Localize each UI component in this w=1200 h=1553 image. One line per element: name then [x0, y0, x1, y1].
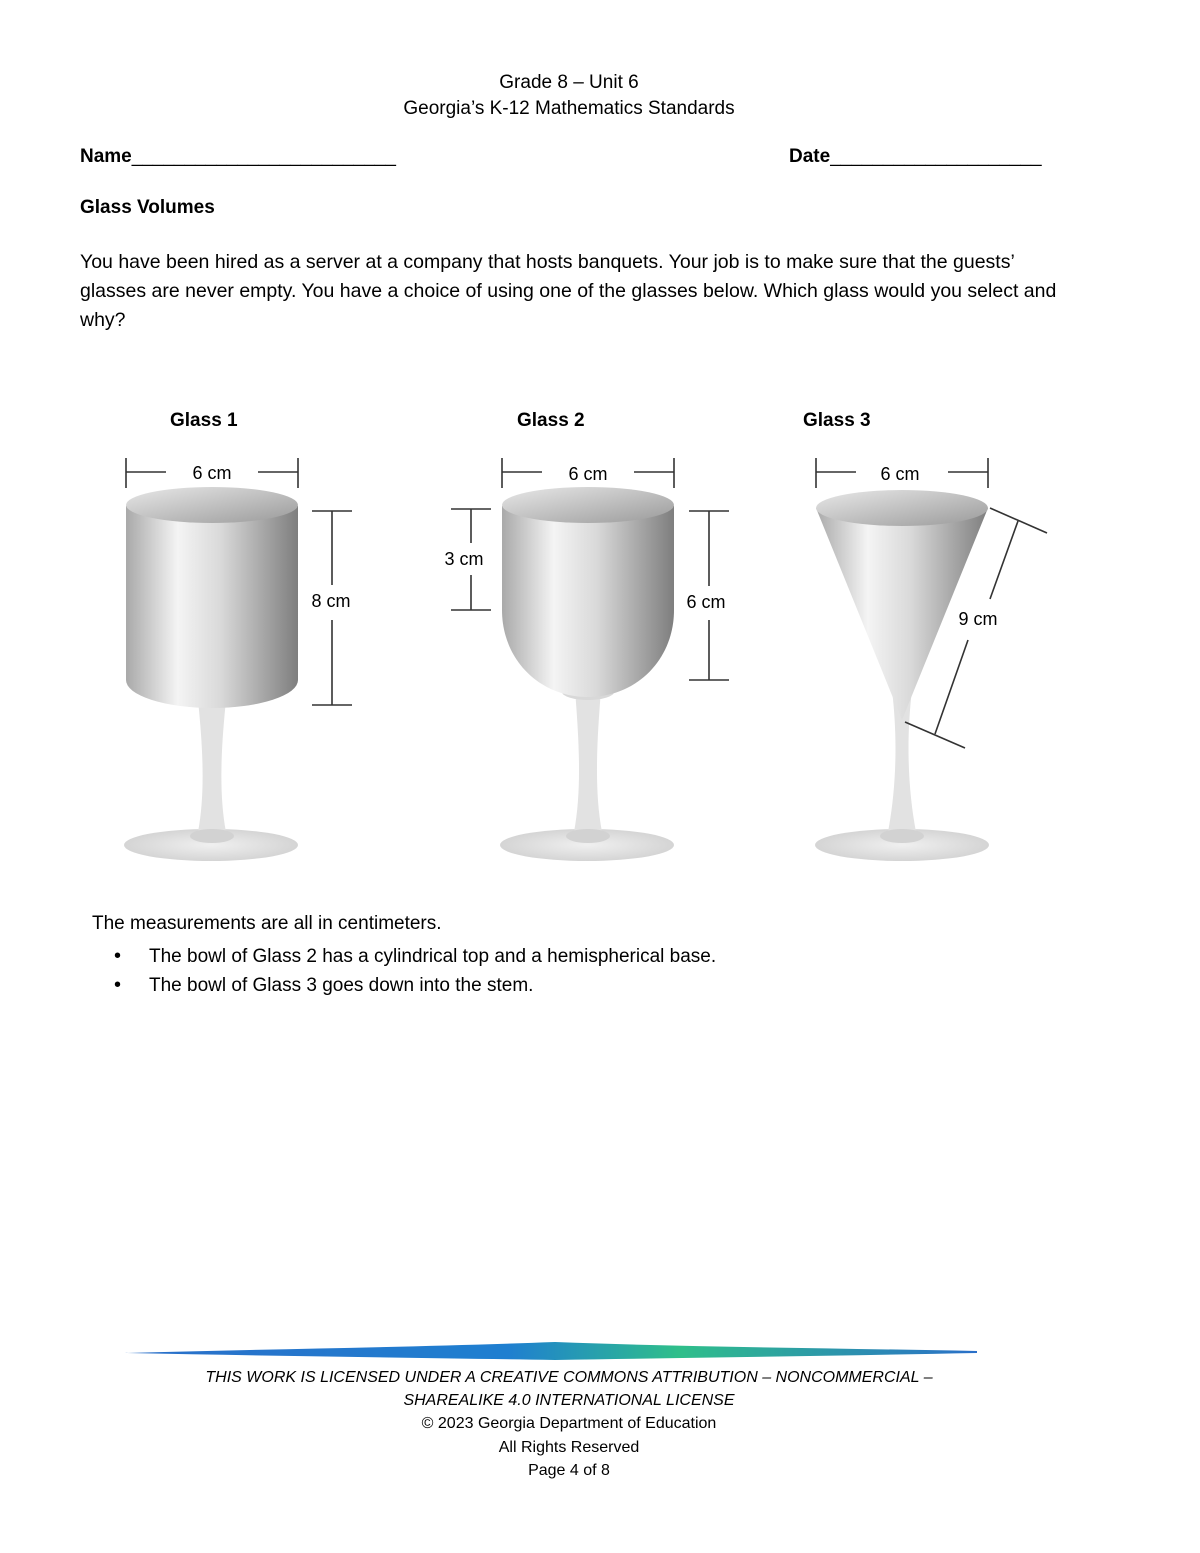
name-field[interactable] [80, 146, 396, 168]
license-line-1: THIS WORK IS LICENSED UNDER A CREATIVE COMMONS ATTRIBUTION – NONCOMMERCIAL – [205, 1369, 933, 1386]
glass-1-label: Glass 1 [170, 410, 238, 431]
glass-2-stem [574, 690, 602, 832]
glass-1-drawing [124, 458, 352, 861]
header-standards: Georgia’s K-12 Mathematics Standards [403, 98, 735, 119]
name-label: Name [80, 146, 132, 167]
glass-1-height-label: 8 cm [311, 591, 351, 611]
glass-1-diameter-label: 6 cm [192, 463, 232, 483]
activity-title: Glass Volumes [80, 197, 215, 218]
glass-2-total-height-label: 6 cm [686, 592, 726, 612]
glass-2-rim [502, 487, 674, 523]
glass-3-diameter-label: 6 cm [880, 464, 920, 484]
notes-list [114, 942, 716, 1000]
date-label: Date [789, 146, 831, 167]
glass-2-bowl [502, 506, 674, 697]
glass-2-diameter-label: 6 cm [568, 464, 608, 484]
date-field[interactable] [789, 146, 1042, 168]
activity-intro: You have been hired as a server at a company that hosts banquets. Your job is to make sure that the guests’ glasses are never empty. You have a choice of using one of the glasses below. Which glass would you select and why? [80, 251, 1057, 331]
page-number: Page 4 of 8 [528, 1462, 610, 1479]
date-blank: ____________________ [830, 146, 1042, 167]
glass-2-label: Glass 2 [517, 410, 585, 431]
note-bullet: • The bowl of Glass 2 has a cylindrical top and a hemispherical base. [114, 942, 716, 971]
note-bullet: • The bowl of Glass 3 goes down into the stem. [114, 971, 716, 1000]
glasses-figure [0, 440, 1200, 880]
glass-2-top-height-label: 3 cm [444, 549, 484, 569]
header-grade-unit: Grade 8 – Unit 6 [499, 72, 639, 93]
glass-1-rim [126, 487, 298, 523]
glass-3-slant-label: 9 cm [958, 609, 998, 629]
copyright: © 2023 Georgia Department of Education [421, 1415, 717, 1432]
glass-3-label: Glass 3 [803, 410, 871, 431]
glass-2-drawing [451, 458, 729, 861]
footer-banner [125, 1338, 977, 1362]
license-line-2: SHAREALIKE 4.0 INTERNATIONAL LICENSE [403, 1392, 735, 1409]
glass-3-rim [816, 490, 988, 526]
rights-reserved: All Rights Reserved [498, 1439, 640, 1456]
glass-1-stem [198, 700, 226, 832]
glass-3-drawing [815, 458, 1047, 861]
measurement-note: The measurements are all in centimeters. [92, 913, 442, 934]
glass-1-bowl [126, 506, 298, 708]
name-blank: _________________________ [131, 146, 396, 167]
